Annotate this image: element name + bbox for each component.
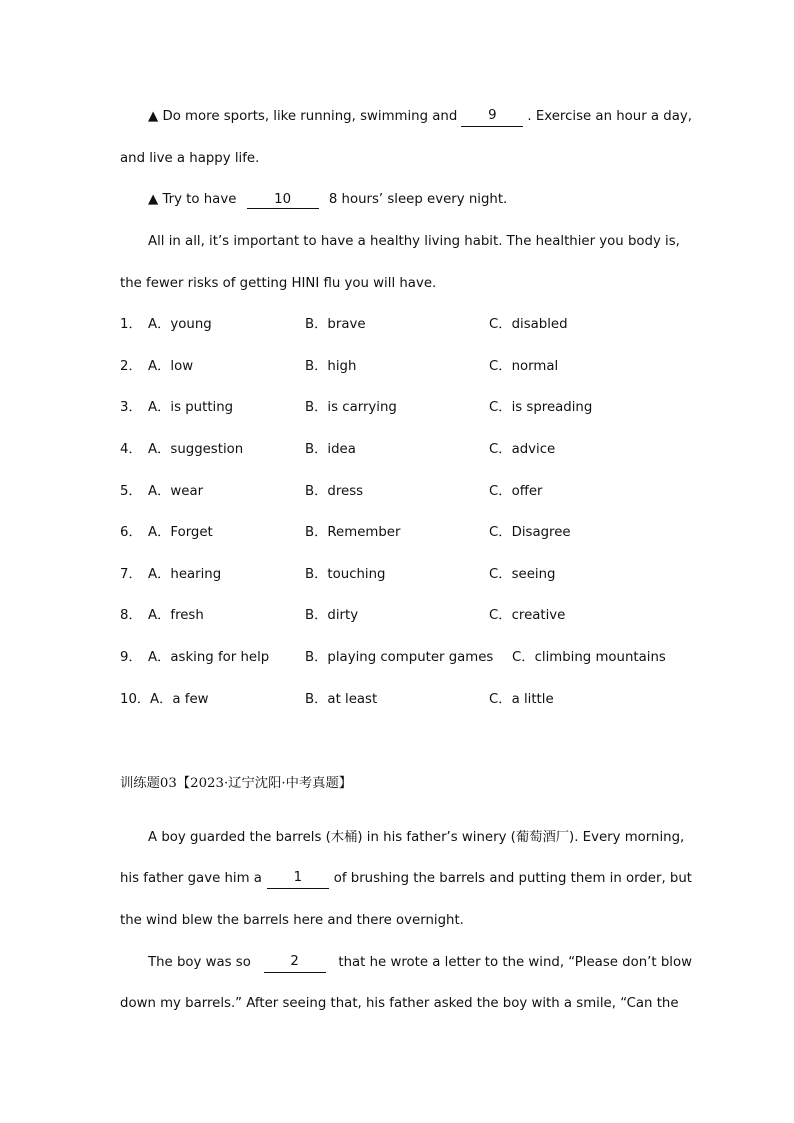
passage2-line4 <box>148 953 692 973</box>
option-b: B．dirty <box>305 608 359 623</box>
option-row-2 <box>120 357 720 377</box>
blank-1: 1 <box>267 869 329 889</box>
passage1-line1-suffix: . Exercise an hour a day, <box>527 109 692 124</box>
option-c: C．seeing <box>489 567 556 582</box>
passage1-line3 <box>148 190 692 210</box>
option-a: A．Forget <box>148 525 213 540</box>
option-a: A．hearing <box>148 567 222 582</box>
option-row-4 <box>120 440 720 460</box>
blank-2: 2 <box>264 953 326 973</box>
option-c: C．disabled <box>489 317 568 332</box>
option-b: B．idea <box>305 442 356 457</box>
option-number: 1． <box>120 317 142 332</box>
option-number: 4． <box>120 442 142 457</box>
option-c: C．offer <box>489 484 543 499</box>
section-heading: 训练题03【2023·辽宁沈阳·中考真题】 <box>120 776 353 791</box>
option-row-3 <box>120 398 720 418</box>
option-a: A．fresh <box>148 608 204 623</box>
option-b: B．at least <box>305 692 378 707</box>
option-number: 7． <box>120 567 142 582</box>
option-b: B．touching <box>305 567 386 582</box>
option-row-10 <box>120 690 720 710</box>
passage2-line3: the wind blew the barrels here and there overnight. <box>120 913 464 928</box>
passage2-line1: A boy guarded the barrels (木桶) in his father’s winery (葡萄酒厂). Every morning, <box>148 830 685 845</box>
option-c: C．a little <box>489 692 554 707</box>
blank-9: 9 <box>461 107 523 127</box>
option-a: A．young <box>148 317 212 332</box>
passage1-line3-prefix: ▲ Try to have <box>148 192 237 207</box>
option-row-6 <box>120 523 720 543</box>
option-row-8 <box>120 606 720 626</box>
option-a: A．is putting <box>148 400 234 415</box>
option-a: A．low <box>148 359 194 374</box>
passage2-line2-suffix: of brushing the barrels and putting them in order, but <box>333 871 692 886</box>
option-b: B．Remember <box>305 525 401 540</box>
option-b: B．high <box>305 359 357 374</box>
passage1-line3-suffix: 8 hours’ sleep every night. <box>328 192 508 207</box>
option-c: C．climbing mountains <box>512 650 666 665</box>
passage1-line2: and live a happy life. <box>120 151 260 166</box>
option-number: 6． <box>120 525 142 540</box>
option-row-1 <box>120 315 720 335</box>
option-row-9 <box>120 648 720 668</box>
passage2-line4-suffix: that he wrote a letter to the wind, “Please don’t blow <box>338 955 692 970</box>
option-a: A．suggestion <box>148 442 244 457</box>
option-row-7 <box>120 565 720 585</box>
option-c: C．creative <box>489 608 566 623</box>
option-b: B．dress <box>305 484 364 499</box>
option-number: 3． <box>120 400 142 415</box>
option-number: 10． <box>120 692 151 707</box>
option-b: B．is carrying <box>305 400 397 415</box>
passage2-line2 <box>120 869 692 889</box>
passage2-line4-prefix: The boy was so <box>148 955 251 970</box>
option-a: A．asking for help <box>148 650 270 665</box>
passage2-line5: down my barrels.” After seeing that, his father asked the boy with a smile, “Can the <box>120 996 679 1011</box>
option-c: C．advice <box>489 442 556 457</box>
option-c: C．normal <box>489 359 559 374</box>
passage1-line1-prefix: ▲ Do more sports, like running, swimming and <box>148 109 458 124</box>
option-b: B．playing computer games <box>305 650 494 665</box>
option-number: 9． <box>120 650 142 665</box>
option-c: C．Disagree <box>489 525 571 540</box>
option-number: 8． <box>120 608 142 623</box>
option-row-5 <box>120 482 720 502</box>
option-number: 2． <box>120 359 142 374</box>
option-c: C．is spreading <box>489 400 593 415</box>
passage2-line2-prefix: his father gave him a <box>120 871 262 886</box>
passage1-line5: the fewer risks of getting HINI flu you will have. <box>120 276 437 291</box>
option-a: A．wear <box>148 484 204 499</box>
option-b: B．brave <box>305 317 366 332</box>
option-number: 5． <box>120 484 142 499</box>
blank-10: 10 <box>247 191 319 209</box>
passage1-line1 <box>148 107 692 127</box>
passage1-line4: All in all, it’s important to have a healthy living habit. The healthier you body is, <box>148 234 680 249</box>
option-a: A．a few <box>150 692 209 707</box>
